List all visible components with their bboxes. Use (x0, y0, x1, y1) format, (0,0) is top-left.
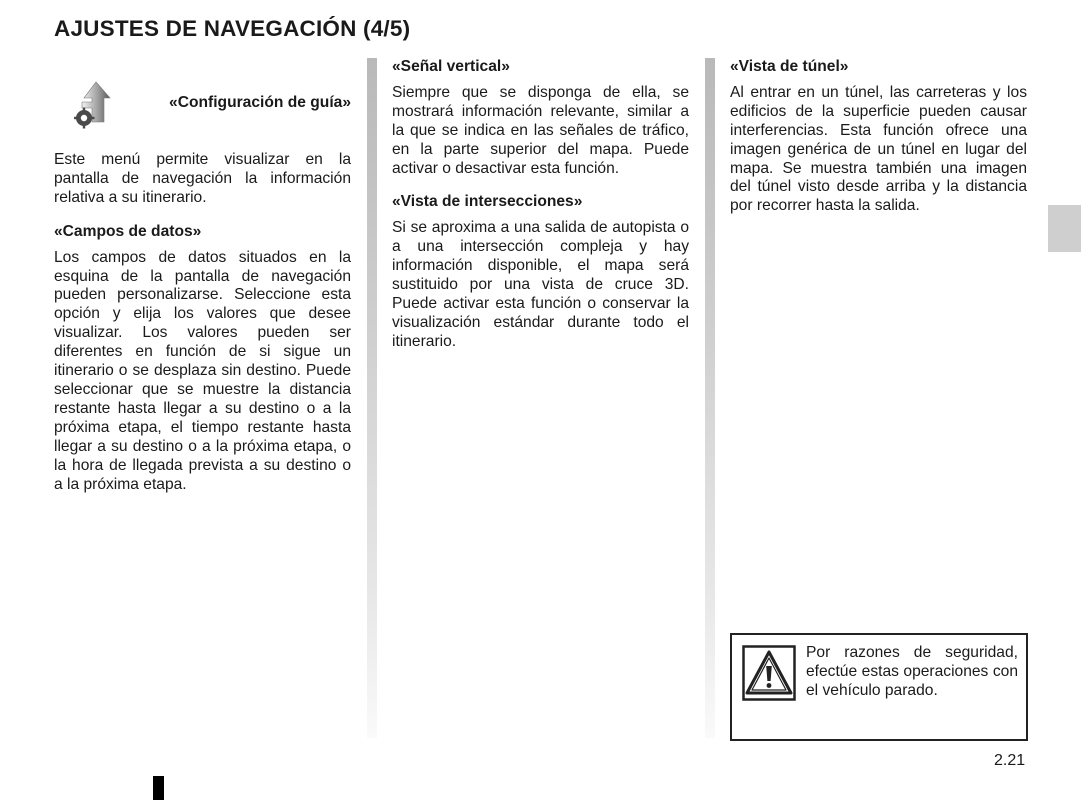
tunnel-view-heading: «Vista de túnel» (730, 58, 849, 75)
column-separator-right (705, 58, 715, 738)
page-title: AJUSTES DE NAVEGACIÓN (4/5) (54, 16, 411, 41)
safety-warning-text: Por razones de seguridad, efectúe estas operaciones con el vehículo parado. (806, 644, 1018, 699)
crop-mark (153, 776, 164, 800)
column-separator-left (367, 58, 377, 738)
guidance-intro-text: Este menú permite visualizar en la pantalla de navegación la información relativa a su itinerario. (54, 151, 351, 206)
data-fields-heading: «Campos de datos» (54, 222, 202, 240)
column-2 (392, 58, 689, 352)
vertical-signal-heading: «Señal vertical» (392, 58, 510, 75)
column-1 (54, 92, 351, 494)
guidance-settings-heading: «Configuración de guía» (169, 94, 351, 111)
vertical-signal-text: Siempre que se disponga de ella, se mostrará información relevante, similar a la que se indica en las señales de tráfico, en la parte superior del mapa. Puede activar o desactivar esta función. (392, 83, 689, 177)
safety-warning-box (730, 633, 1028, 741)
section-thumb-tab (1048, 205, 1081, 252)
guidance-settings-header (54, 92, 351, 128)
column-3 (730, 58, 1027, 216)
tunnel-view-text: Al entrar en un túnel, las carreteras y los edificios de la superficie pueden causar interferencias. Esta función ofrece una imagen genérica de un túnel en lugar del mapa. Se muestra también una imagen del túnel visto desde arriba y la distancia por recorrer hasta la salida. (730, 83, 1027, 215)
page-number: 2.21 (994, 752, 1026, 769)
guidance-settings-icon (74, 78, 122, 130)
warning-triangle-icon (742, 645, 796, 701)
intersections-text: Si se aproxima a una salida de autopista o a una intersección compleja y hay información disponible, el mapa será sustituido por una vista de cruce 3D. Puede activar esta función o conservar la visualización estándar durante todo el itinerario. (392, 219, 689, 350)
data-fields-text: Los campos de datos situados en la esquina de la pantalla de navegación pueden personalizarse. Seleccione esta opción y elija los valores que desee visualizar. Los valores pueden ser diferentes en función de si sigue un itinerario o se desplaza sin destino. Puede seleccionar que se muestre la distancia restante hasta llegar a su destino o a la próxima etapa, el tiempo restante hasta llegar a su destino o a la próxima etapa, o la hora de llegada prevista a su destino o a la próxima etapa. (54, 248, 351, 493)
intersections-heading: «Vista de intersecciones» (392, 193, 583, 211)
